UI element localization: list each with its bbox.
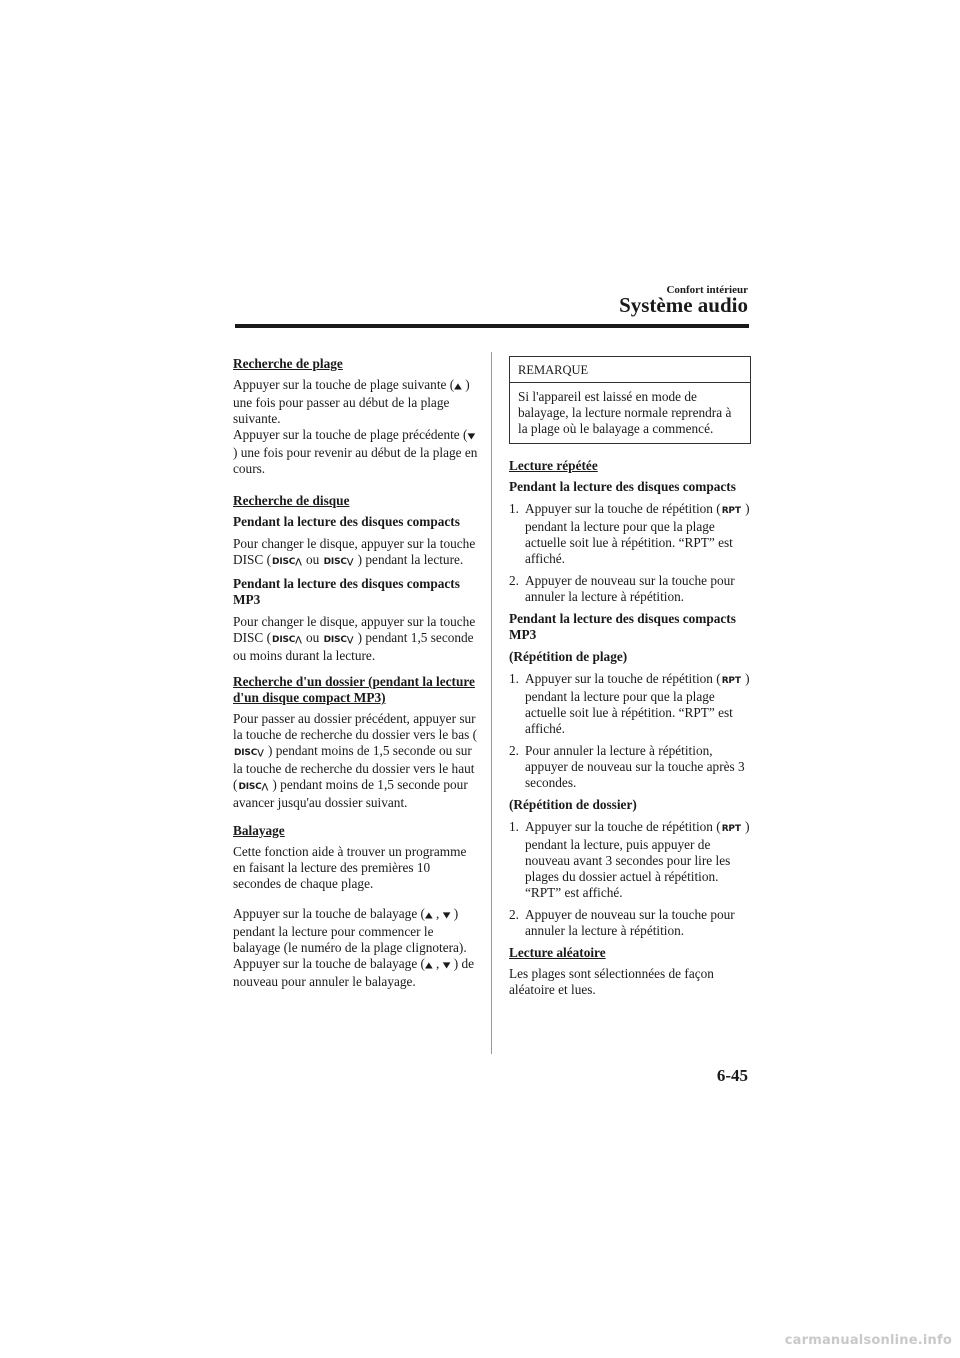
- column-divider: [491, 352, 492, 1054]
- rpt-icon: RPT: [721, 676, 741, 686]
- disc-up-icon: DISC⋀: [272, 557, 302, 567]
- page-number: 6-45: [716, 1066, 748, 1085]
- subheading-track-repeat: (Répétition de plage): [509, 649, 628, 664]
- list-item: 1. Appuyer sur la touche de répétition (RPT ) pendant la lecture pour que la plage actuelle soit lue à répétition. “RPT” est affiché.: [509, 671, 750, 736]
- paragraph-next-track: Appuyer sur la touche de plage suivante (▲ ) une fois pour passer au début de la plage suivante. Appuyer sur la touche de plage précédente (▼ ) une fois pour revenir au début de la plage en cours.: [233, 377, 478, 476]
- paragraph-scan-start: Appuyer sur la touche de balayage (▲ , ▼ ) pendant la lecture pour commencer le balayage (le numéro de la plage clignotera). Appuyer sur la touche de balayage (▲ , ▼ ) de nouveau pour annuler le balayage.: [233, 906, 475, 989]
- list-item: 2. Appuyer de nouveau sur la touche pour annuler la lecture à répétition.: [509, 907, 735, 938]
- down-arrow-icon: ▼: [442, 911, 451, 920]
- page-title: Système audio: [619, 293, 748, 317]
- subheading-repeat-cd: Pendant la lecture des disques compacts: [509, 479, 736, 494]
- watermark: carmanualsonline.info: [784, 1333, 952, 1348]
- header-rule: [235, 324, 749, 328]
- list-item: 2. Pour annuler la lecture à répétition, appuyer de nouveau sur la touche après 3 secondes.: [509, 743, 745, 790]
- paragraph-disc-cd: Pour changer le disque, appuyer sur la touche DISC (DISC⋀ ou DISC⋁ ) pendant la lecture.: [233, 536, 478, 570]
- left-column: [233, 356, 478, 996]
- subheading-mp3: Pendant la lecture des disques compacts MP3: [233, 576, 460, 607]
- paragraph-folder-search: Pour passer au dossier précédent, appuyer sur la touche de recherche du dossier vers le bas (DISC⋁ ) pendant moins de 1,5 seconde ou sur la touche de recherche du dossier vers le haut (DISC⋀ ) pendant moins de 1,5 seconde pour avancer jusqu'au dossier suivant.: [233, 711, 478, 810]
- subheading-repeat-mp3: Pendant la lecture des disques compacts MP3: [509, 611, 736, 642]
- note-box: [509, 356, 751, 444]
- down-arrow-icon: ▼: [467, 432, 476, 441]
- paragraph-scan-intro: Cette fonction aide à trouver un programme en faisant la lecture des premières 10 secondes de chaque plage.: [233, 844, 467, 891]
- up-arrow-icon: ▲: [425, 911, 433, 920]
- heading-folder-search: Recherche d'un dossier (pendant la lecture d'un disque compact MP3): [233, 674, 475, 705]
- heading-disc-search: Recherche de disque: [233, 493, 350, 508]
- subheading-cd: Pendant la lecture des disques compacts: [233, 514, 460, 529]
- disc-down-icon: DISC⋁: [323, 557, 354, 567]
- up-arrow-icon: ▲: [454, 382, 462, 391]
- subheading-folder-repeat: (Répétition de dossier): [509, 797, 637, 812]
- rpt-icon: RPT: [721, 824, 741, 834]
- disc-up-icon: DISC⋀: [272, 635, 302, 645]
- heading-random: Lecture aléatoire: [509, 945, 606, 960]
- rpt-icon: RPT: [721, 506, 741, 516]
- heading-scan: Balayage: [233, 823, 285, 838]
- heading-track-search: Recherche de plage: [233, 356, 343, 371]
- list-item: 1. Appuyer sur la touche de répétition (RPT ) pendant la lecture, puis appuyer de nouveau avant 3 secondes pour lire les plages du dossier actuel à répétition. “RPT” est affiché.: [509, 819, 750, 900]
- note-heading: REMARQUE: [510, 357, 750, 383]
- disc-down-icon: DISC⋁: [323, 635, 354, 645]
- note-body: Si l'appareil est laissé en mode de balayage, la lecture normale reprendra à la plage où le balayage a commencé.: [518, 389, 732, 436]
- header-kicker: Confort intérieur: [666, 284, 748, 296]
- disc-down-icon: DISC⋁: [234, 748, 264, 758]
- paragraph-random: Les plages sont sélectionnées de façon aléatoire et lues.: [509, 966, 714, 997]
- paragraph-disc-mp3: Pour changer le disque, appuyer sur la touche DISC (DISC⋀ ou DISC⋁ ) pendant 1,5 seconde ou moins durant la lecture.: [233, 614, 476, 663]
- down-arrow-icon: ▼: [442, 961, 451, 970]
- up-arrow-icon: ▲: [425, 961, 433, 970]
- right-column: [509, 356, 751, 1004]
- list-item: 2. Appuyer de nouveau sur la touche pour annuler la lecture à répétition.: [509, 573, 735, 604]
- disc-up-icon: DISC⋀: [238, 782, 269, 792]
- heading-repeat: Lecture répétée: [509, 458, 598, 473]
- list-item: 1. Appuyer sur la touche de répétition (RPT ) pendant la lecture pour que la plage actuelle soit lue à répétition. “RPT” est affiché.: [509, 501, 750, 566]
